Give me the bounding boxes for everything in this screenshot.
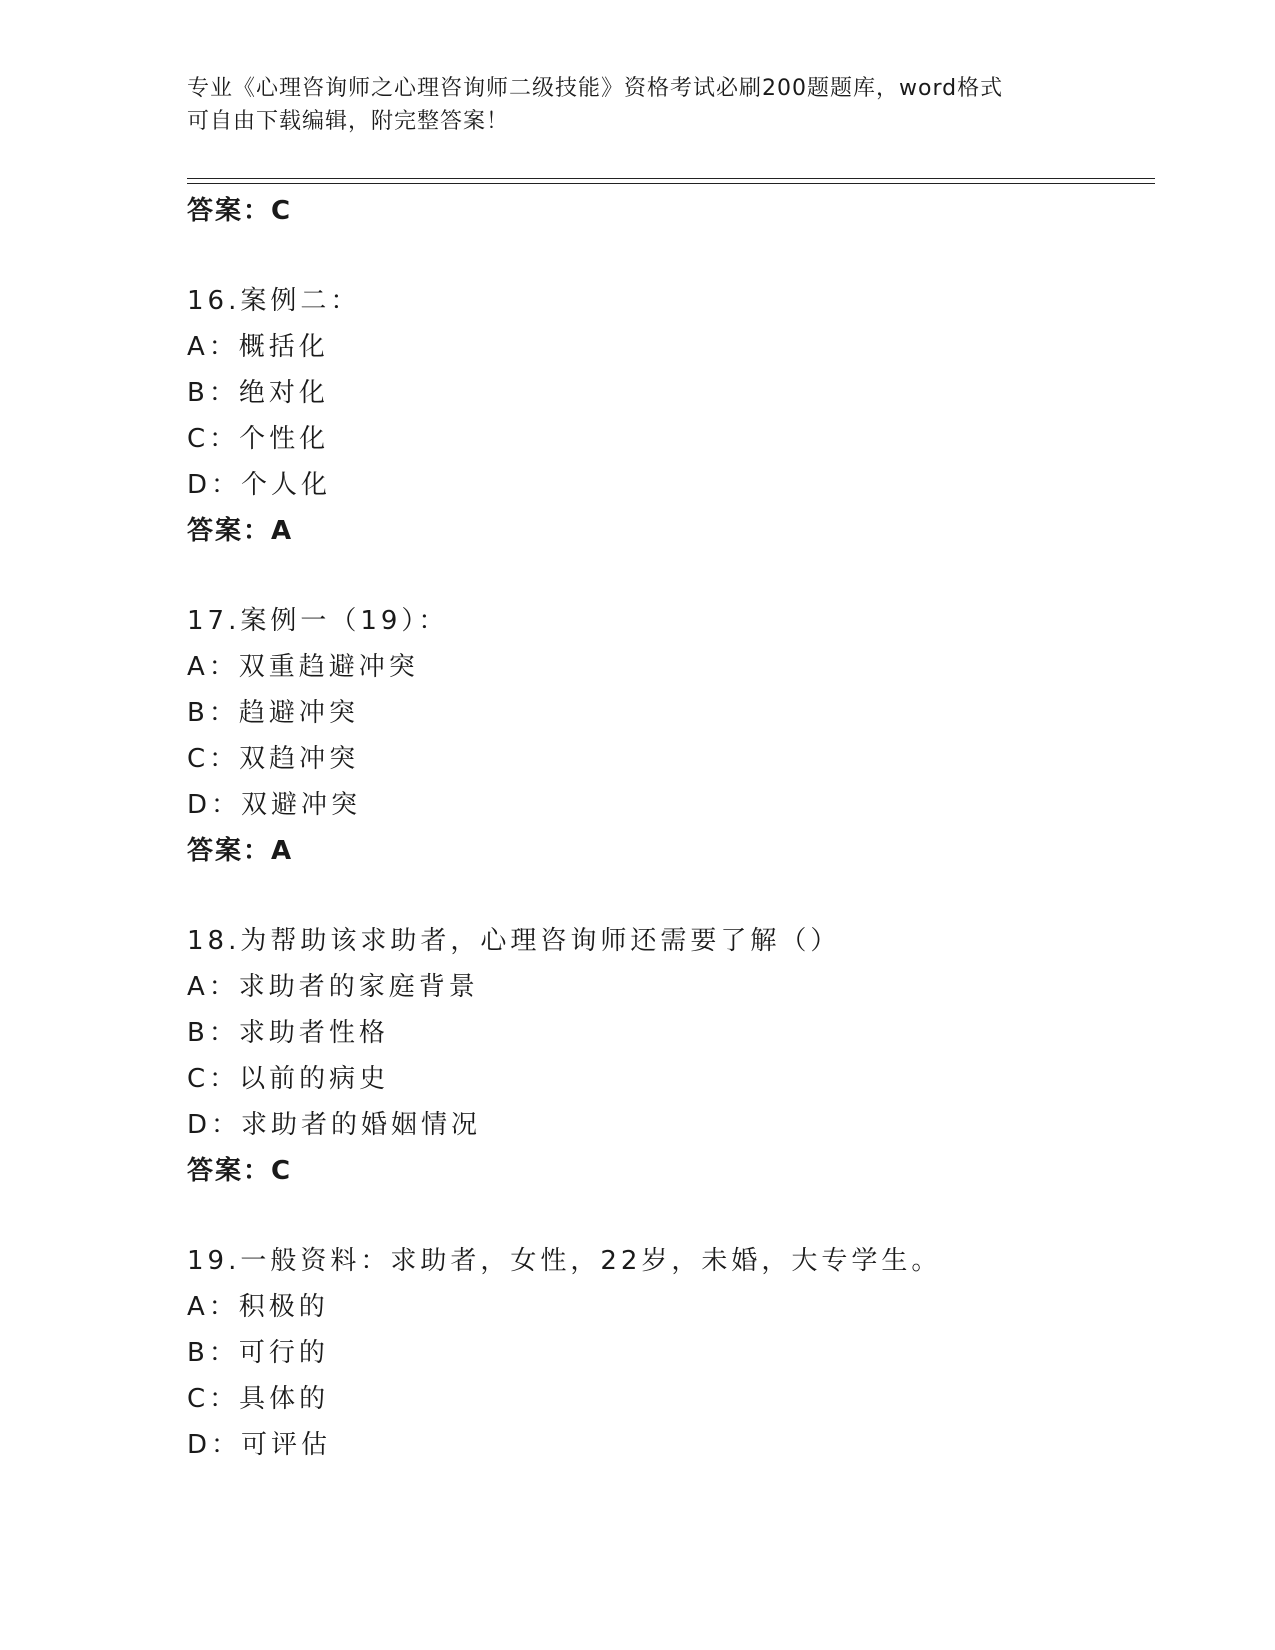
spacer [187,1194,1147,1238]
option-d: D：可评估 [187,1430,332,1460]
spacer [187,554,1147,598]
option-d: D：双避冲突 [187,790,362,820]
option-b: B：求助者性格 [187,1018,389,1048]
option-c: C：个性化 [187,424,330,454]
header-line-1: 专业《心理咨询师之心理咨询师二级技能》资格考试必刷200题题库，word格式 [187,76,1004,101]
option-c: C：以前的病史 [187,1064,390,1094]
question-18 [187,918,1147,1194]
answer-line: 答案：A [187,516,294,546]
question-19 [187,1238,1147,1468]
option-c: C：双趋冲突 [187,744,360,774]
option-b: B：可行的 [187,1338,329,1368]
answer-line: 答案：C [187,196,293,226]
spacer [187,874,1147,918]
option-a: A：积极的 [187,1292,329,1322]
question-16 [187,278,1147,554]
question-title: 17.案例一（19）： [187,606,449,636]
answer-line: 答案：C [187,1156,293,1186]
option-a: A：概括化 [187,332,329,362]
option-a: A：求助者的家庭背景 [187,972,479,1002]
option-d: D：个人化 [187,470,332,500]
question-title: 18.为帮助该求助者，心理咨询师还需要了解（） [187,926,841,956]
question-17 [187,598,1147,874]
question-title: 19.一般资料：求助者，女性，22岁，未婚，大专学生。 [187,1246,942,1276]
option-b: B：趋避冲突 [187,698,359,728]
question-list [187,188,1147,1468]
option-b: B：绝对化 [187,378,329,408]
option-a: A：双重趋避冲突 [187,652,419,682]
question-title: 16.案例二： [187,286,361,316]
option-d: D：求助者的婚姻情况 [187,1110,482,1140]
page-header [187,72,1087,138]
option-c: C：具体的 [187,1384,330,1414]
spacer [187,234,1147,278]
header-divider [187,178,1155,184]
answer-line: 答案：A [187,836,294,866]
header-line-2: 可自由下载编辑，附完整答案！ [187,109,510,134]
